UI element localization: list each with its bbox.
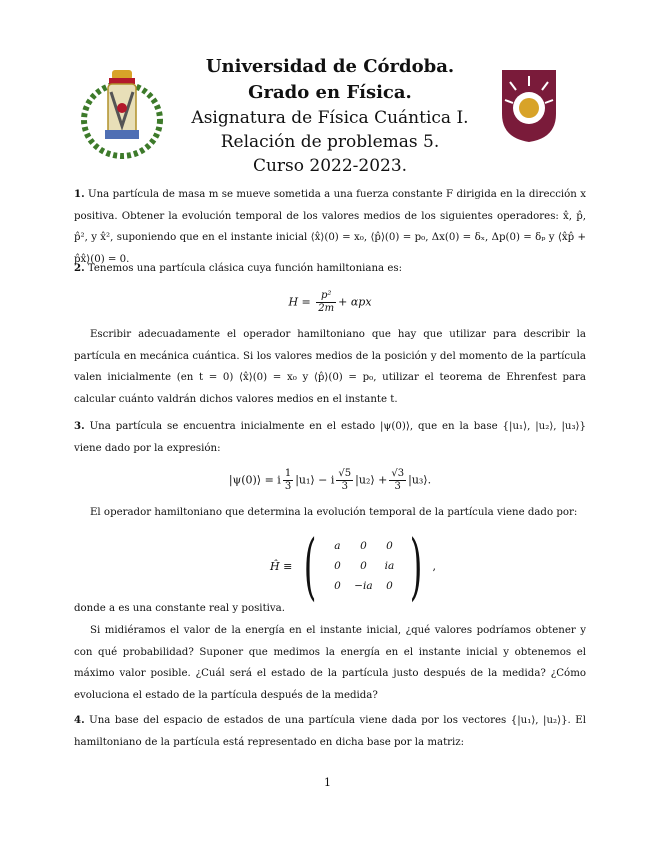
problem-3-intro [74,416,586,459]
problem-number: 4. [74,714,85,726]
problem-number: 2. [74,262,85,274]
university-title: Universidad de Córdoba. [205,56,455,77]
constant-note [74,598,586,620]
hamiltonian-matrix [270,524,436,608]
hamiltonian-intro-text: El operador hamiltoniano que determina la evolución temporal de la partícula viene dado por: [90,507,578,518]
problem-2-text: Escribir adecuadamente el operador hamiltoniano que hay que utilizar para describir la partícula en mecánica cuántica. Si los valores medios de la posición y del momento de la partícula valen inicialmente (en t = 0) ⟨x̂⟩(0) = x₀ y ⟨p̂⟩(0) = p₀, utilizar el teorema de Ehrenfest para calcular cuánto valdrán dichos valores medios en el instante t. [74,329,586,405]
h-symbol: Ĥ ≡ [270,559,293,573]
degree-title: Grado en Física. [248,82,412,103]
fraction-denominator: 3 [394,481,401,492]
matrix-cell: 0 [360,540,367,552]
fraction [283,468,293,493]
hamiltonian-equation [74,290,586,315]
matrix-cell: ia [384,560,395,572]
problem-number: 1. [74,188,85,200]
matrix-cell: 0 [360,560,367,572]
state-term: |u₃⟩. [408,473,432,487]
problem-3-questions-text: Si midiéramos el valor de la energía en el instante inicial, ¿qué valores podríamos obtener y con qué probabilidad? Suponer que medimos la energía en el instante inicial y obtenemos el máximo valor posible. ¿Cuál será el estado de la partícula justo después de la medida? ¿Cómo evoluciona el estado de la partícula después de la medida? [74,625,586,701]
state-term: |u₂⟩ + [355,473,388,487]
constant-note-text: donde a es una constante real y positiva. [74,603,285,614]
fraction-numerator: 1 [284,468,292,479]
matrix-cell: 0 [334,560,341,572]
problem-2-body [74,324,586,410]
equation-rhs: + αpx [338,295,372,309]
left-paren: ( [304,524,317,608]
matrix-end: , [432,559,436,573]
matrix-cell: 0 [334,580,341,592]
fraction-denominator: 3 [341,481,348,492]
fraction [336,468,353,493]
page-number: 1 [324,776,331,789]
fraction-denominator: 2m [318,303,335,314]
state-term: |u₁⟩ − i [295,473,335,487]
matrix-cell: a [334,540,341,552]
course-title: Curso 2022-2023. [252,156,408,176]
matrix-grid [324,540,402,592]
fraction-numerator: √3 [391,468,405,479]
problem-number: 3. [74,420,85,432]
fraction [389,468,406,493]
fraction-denominator: 3 [284,481,292,492]
problem-2-intro [74,258,586,280]
problem-2-intro-text: Tenemos una partícula clásica cuya función hamiltoniana es: [87,263,403,274]
subject-title: Asignatura de Física Cuántica I. [191,108,469,128]
fraction-numerator: p² [316,290,336,303]
document-header [150,54,510,178]
problem-3-questions [74,620,586,706]
right-paren: ) [410,524,423,608]
hamiltonian-intro [74,502,586,524]
problem-1-text: Una partícula de masa m se mueve sometida a una fuerza constante F dirigida en la dirección x positiva. Obtener la evolución temporal de los valores medios de los siguientes operadores: x̂, p̂, p̂², y x̂², suponiendo que en el instante inicial ⟨x̂⟩(0) = x₀, ⟨p̂⟩(0) = p₀, Δx(0) = δₓ, Δp(0) = δₚ y ⟨x̂p̂ + p̂x̂⟩(0) = 0. [74,189,586,265]
problem-4-text: Una base del espacio de estados de una partícula viene dada por los vectores {|u₁⟩, |u₂⟩}. El hamiltoniano de la partícula está representado en dicha base por la matriz: [74,715,586,748]
problem-4 [74,710,586,753]
problem-3-intro-text: Una partícula se encuentra inicialmente en el estado |ψ(0)⟩, que en la base {|u₁⟩, |u₂⟩, |u₃⟩} viene dado por la expresión: [74,421,586,454]
initial-state-equation [74,468,586,493]
matrix-cell: 0 [386,580,393,592]
state-lhs: |ψ(0)⟩ = i [228,473,281,487]
matrix-cell: −ia [354,580,373,592]
equation-lhs: H = [288,295,315,309]
fraction-numerator: √5 [338,468,352,479]
sheet-title: Relación de problemas 5. [220,132,440,152]
matrix-cell: 0 [386,540,393,552]
fraction [316,290,336,315]
